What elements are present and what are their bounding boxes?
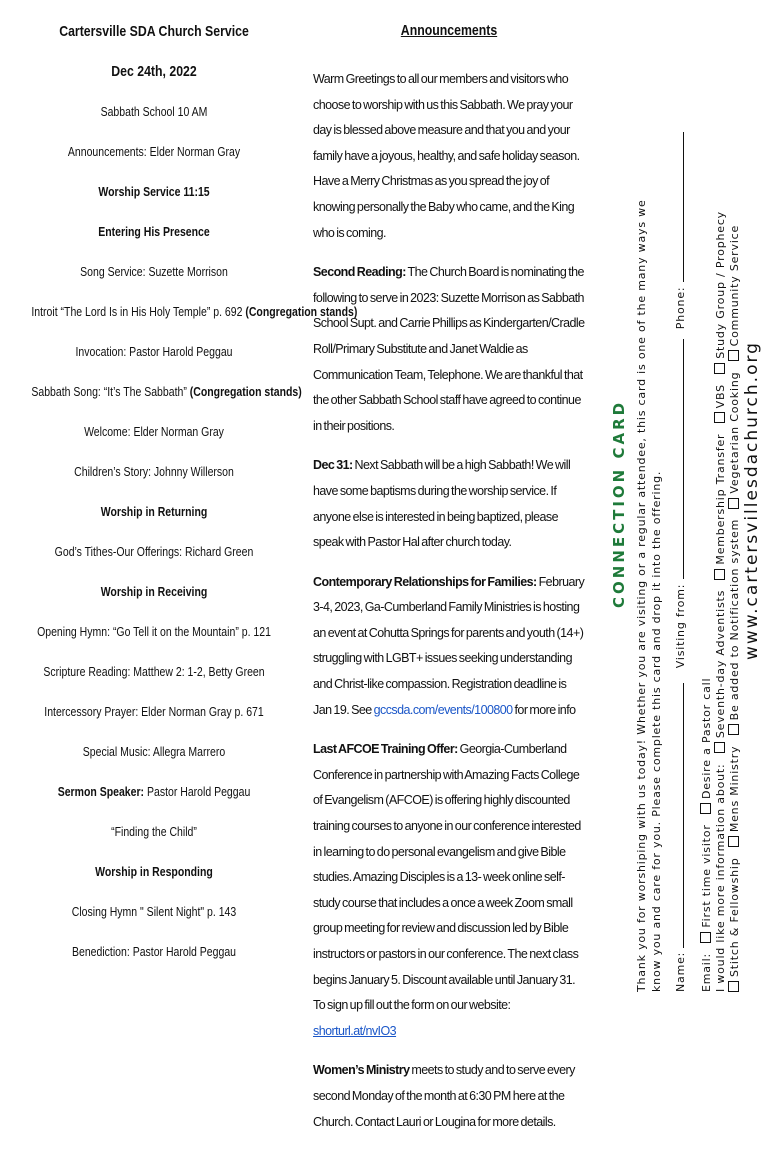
gccsda-events-link[interactable]: gccsda.com/events/100800	[373, 702, 513, 717]
relationships-paragraph	[313, 570, 585, 724]
relationships-after: for more info	[512, 702, 576, 717]
service-item-text: Welcome: Elder Norman Gray	[84, 425, 224, 439]
service-item-text: Closing Hymn " Silent Night" p. 143	[71, 905, 237, 919]
mens-ministry-checkbox[interactable]	[728, 836, 739, 847]
service-item-text: Entering His Presence	[98, 225, 210, 239]
study-group-label: Study Group / Prophecy	[714, 211, 727, 359]
service-item	[31, 892, 276, 932]
vbs-label: VBS	[714, 384, 727, 409]
notification-checkbox[interactable]	[728, 724, 739, 735]
first-time-visitor-checkbox[interactable]	[700, 932, 711, 943]
email-label: Email:	[700, 952, 713, 992]
afcoe-lead: Last AFCOE Training Offer:	[313, 742, 458, 757]
service-item-text: Worship in Receiving	[100, 585, 208, 599]
notification-label: Be added to Notification system	[728, 518, 741, 721]
service-item-text: Scripture Reading: Matthew 2: 1-2, Betty Green	[43, 665, 265, 679]
service-item-bold: Sermon Speaker:	[57, 785, 145, 799]
service-item	[31, 452, 276, 492]
afcoe-signup-link[interactable]: shorturl.at/nvIO3	[313, 1023, 397, 1038]
pastor-call-checkbox[interactable]	[700, 803, 711, 814]
service-item	[31, 772, 276, 812]
service-item-text: Children’s Story: Johnny Willerson	[74, 465, 234, 479]
service-item-text: Invocation: Pastor Harold Peggau	[75, 345, 233, 359]
service-item	[31, 692, 276, 732]
greeting-paragraph: Warm Greetings to all our members and visitors who choose to worship with us this Sabbath. We pray your day is blessed above measure and that you and your family have a joyous, healthy, and safe holiday season. Have a Merry Christmas as you spread the joy of knowing personally the Baby who came, and the King who is coming.	[313, 72, 580, 240]
service-item	[31, 732, 276, 772]
relationships-lead: Contemporary Relationships for Families:	[313, 574, 537, 589]
service-item-text: Benediction: Pastor Harold Peggau	[71, 945, 237, 959]
service-section-heading	[31, 172, 276, 212]
womens-ministry-paragraph	[313, 1058, 585, 1135]
service-item	[31, 812, 276, 852]
community-service-checkbox[interactable]	[728, 350, 739, 361]
service-item	[31, 372, 302, 412]
name-field[interactable]	[672, 683, 684, 948]
vbs-checkbox[interactable]	[714, 412, 725, 423]
congregation-stands-note: (Congregation stands)	[245, 305, 358, 319]
name-row	[672, 132, 687, 992]
membership-transfer-label: Membership Transfer	[714, 433, 727, 565]
intro-line-1: Thank you for worshiping with us today! Whether you are visiting or a regular attendee, this card is one of the many ways we	[635, 199, 648, 992]
service-section-heading	[31, 212, 276, 252]
intro-line-2: know you and care for you. Please complete this card and drop it into the offering.	[650, 470, 663, 992]
relationships-text: February 3-4, 2023, Ga-Cumberland Family Ministries is hosting an event at Cohutta Springs for parents and youth (14+) struggling with LGBT+ issues seeking understanding and Christ-like compassion. Registration deadline is Jan 19. See	[313, 574, 585, 717]
study-group-checkbox[interactable]	[714, 363, 725, 374]
service-item	[31, 612, 276, 652]
service-item	[31, 332, 276, 372]
service-item-text: Announcements: Elder Norman Gray	[67, 145, 241, 159]
service-item	[31, 292, 358, 332]
second-reading-paragraph	[313, 260, 585, 439]
ministry-row	[728, 225, 741, 992]
service-item-text: Worship Service 11:15	[98, 185, 210, 199]
service-title: Cartersville SDA Church Service	[59, 23, 249, 40]
community-service-label: Community Service	[728, 224, 741, 347]
service-date: Dec 24th, 2022	[111, 63, 197, 80]
connection-card-title: CONNECTION CARD	[610, 399, 628, 608]
second-reading-lead: Second Reading:	[313, 265, 406, 280]
service-item-text: Sabbath School 10 AM	[100, 105, 208, 119]
service-item-text: Sabbath Song: “It’s The Sabbath”	[31, 385, 190, 399]
vegetarian-cooking-checkbox[interactable]	[728, 498, 739, 509]
service-item	[31, 532, 276, 572]
service-item-text: Introit “The Lord Is in His Holy Temple” p. 692	[31, 305, 246, 319]
service-item-text: “Finding the Child”	[111, 825, 197, 839]
dec31-paragraph	[313, 453, 585, 555]
service-item-text: Song Service: Suzette Morrison	[80, 265, 228, 279]
womens-ministry-lead: Women’s Ministry	[313, 1063, 410, 1078]
vegetarian-cooking-label: Vegetarian Cooking	[728, 371, 741, 494]
first-time-visitor-label: First time visitor	[700, 824, 713, 928]
service-item-text: Worship in Returning	[100, 505, 208, 519]
service-item-text: Pastor Harold Peggau	[144, 785, 251, 799]
service-item	[31, 932, 276, 972]
service-item	[31, 92, 276, 132]
mens-ministry-label: Mens Ministry	[728, 745, 741, 833]
church-website[interactable]: www.cartersvillesdachurch.org	[742, 341, 762, 660]
phone-field[interactable]	[672, 132, 684, 282]
sda-label: Seventh-day Adventists	[714, 589, 727, 739]
service-section-heading	[31, 492, 276, 532]
service-item-text: God’s Tithes-Our Offerings: Richard Green	[54, 545, 254, 559]
service-item-text: Opening Hymn: “Go Tell it on the Mountain” p. 121	[37, 625, 271, 639]
announcements-column	[313, 22, 585, 1149]
service-item	[31, 252, 276, 292]
email-row	[700, 678, 713, 992]
service-item-text: Special Music: Allegra Marrero	[82, 745, 226, 759]
service-item-text: Worship in Responding	[95, 865, 213, 879]
service-item	[31, 412, 276, 452]
info-row	[714, 211, 727, 992]
stitch-checkbox[interactable]	[728, 981, 739, 992]
info-label: I would like more information about:	[714, 763, 727, 992]
service-section-heading	[31, 572, 276, 612]
visiting-from-label: Visiting from:	[674, 583, 687, 669]
womens-ministry-text: meets to study and to serve every second Monday of the month at 6:30 PM here at the Church. Contact Lauri or Lougina for more details.	[313, 1063, 575, 1129]
visiting-from-field[interactable]	[672, 339, 684, 579]
dec31-text: Next Sabbath will be a high Sabbath! We will have some baptisms during the worship service. If anyone else is interested in being baptized, please speak with Pastor Hal after church today.	[313, 458, 571, 550]
service-item-text: Intercessory Prayer: Elder Norman Gray p. 671	[44, 705, 264, 719]
service-item	[31, 652, 276, 692]
afcoe-text: Georgia-Cumberland Conference in partnership with Amazing Facts College of Evangelism (AFCOE) is offering highly discounted training courses to anyone in our conference interested in learning to do personal evangelism and give Bible studies. Amazing Disciples is a 13- week online self-study course that includes a once a week Zoom small group meeting for review and discussion led by Bible instructors or pastors in our conference. The next class begins January 5. Discount available until January 31. To sign up fill out the form on our website:	[313, 742, 581, 1013]
afcoe-paragraph	[313, 737, 585, 1044]
congregation-stands-note: (Congregation stands)	[189, 385, 302, 399]
membership-transfer-checkbox[interactable]	[714, 569, 725, 580]
service-item	[31, 132, 276, 172]
connection-card-intro	[634, 12, 664, 992]
service-section-heading	[31, 852, 276, 892]
dec31-lead: Dec 31:	[313, 458, 353, 473]
name-label: Name:	[674, 951, 687, 992]
pastor-call-label: Desire a Pastor call	[700, 677, 713, 800]
connection-card	[600, 10, 760, 1000]
sda-checkbox[interactable]	[714, 742, 725, 753]
phone-label: Phone:	[674, 286, 687, 330]
second-reading-text: The Church Board is nominating the following to serve in 2023: Suzette Morrison as Sabbath School Supt. and Carrie Phillips as Kindergarten/Cradle Roll/Primary Substitute and Janet Waldie as Communication Team, Telephone. We are thankful that the other Sabbath School staff have agreed to continue in their positions.	[313, 265, 585, 433]
announcements-title: Announcements	[400, 22, 498, 39]
stitch-label: Stitch & Fellowship	[728, 857, 741, 977]
